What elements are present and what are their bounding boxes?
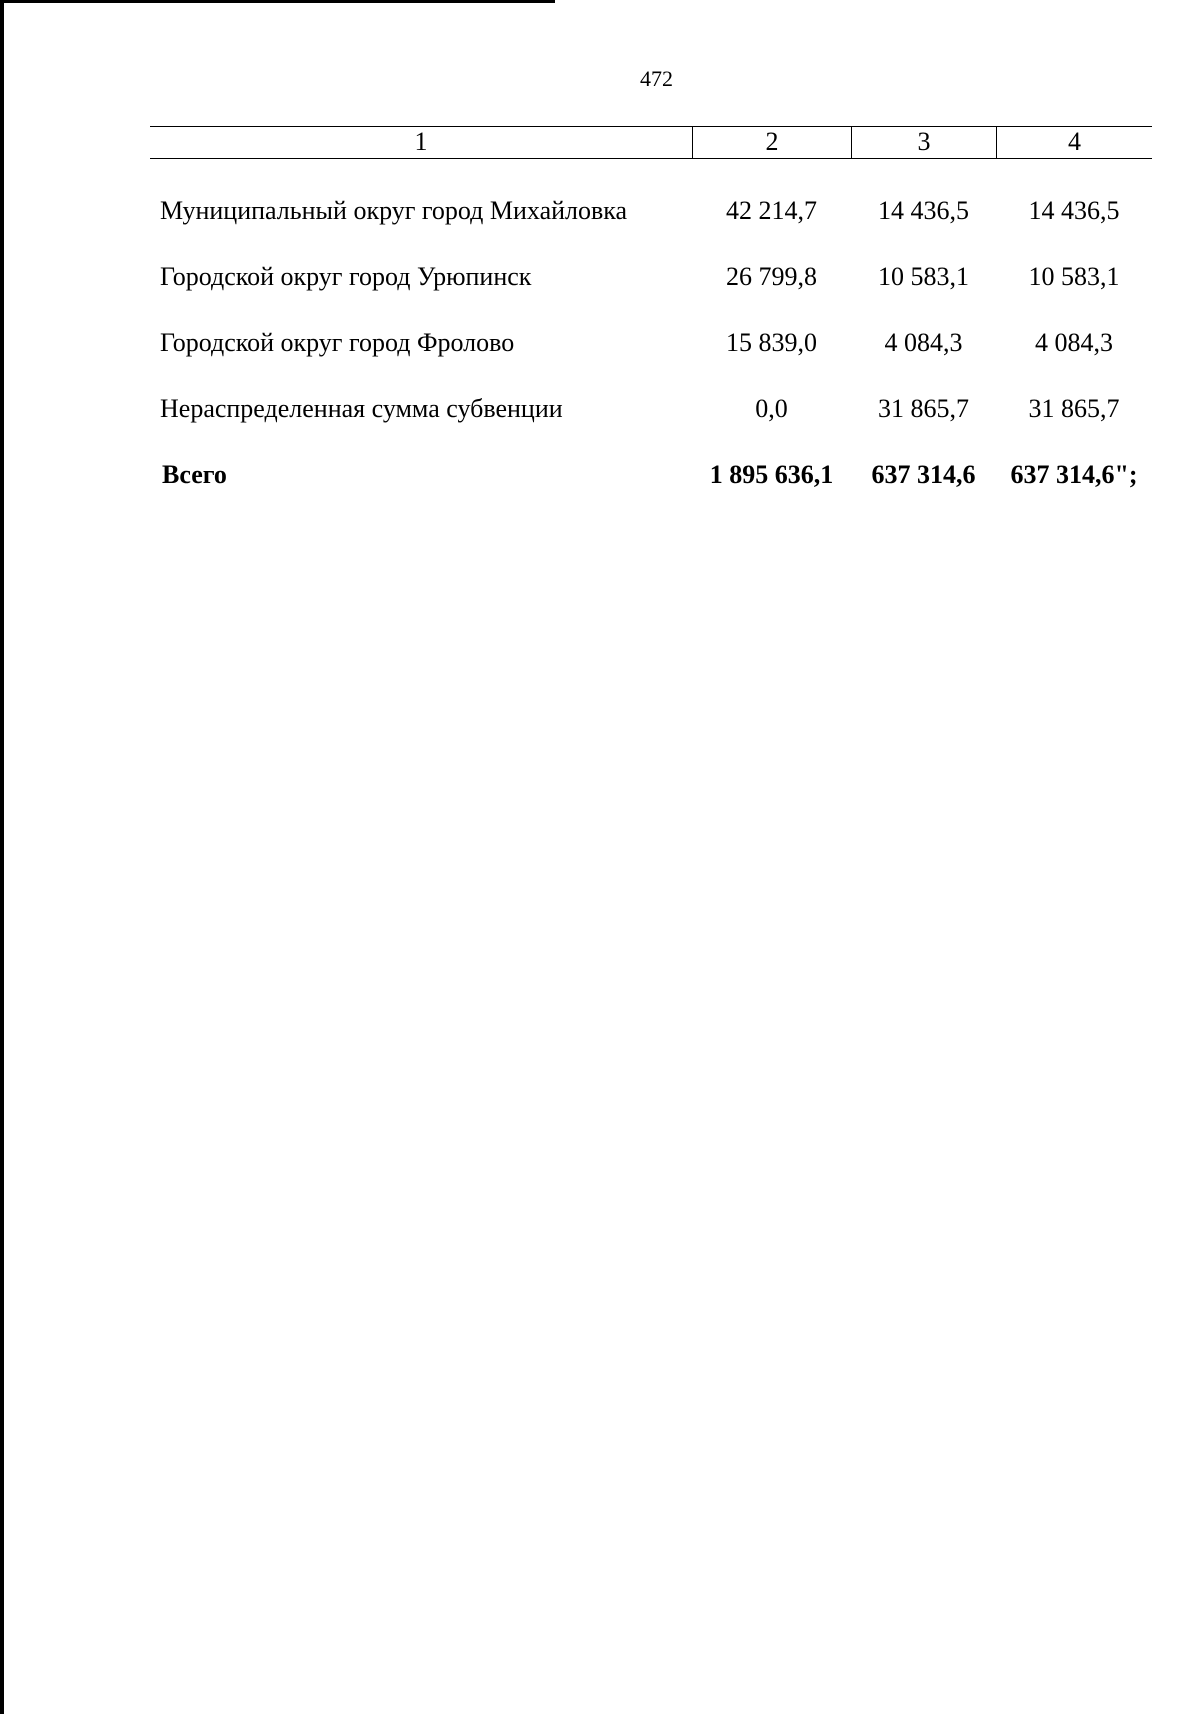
total-value-col3: 637 314,6	[871, 460, 976, 489]
table-row	[150, 257, 1152, 297]
column-number-4: 4	[996, 127, 1152, 158]
table-total-row	[150, 455, 1152, 495]
scan-left-edge	[0, 0, 4, 1714]
row-value-col3: 4 084,3	[884, 328, 963, 357]
row-name: Нераспределенная сумма субвенции	[160, 394, 563, 423]
row-value-col2: 15 839,0	[726, 328, 817, 357]
row-value-col3: 31 865,7	[878, 394, 969, 423]
column-number-2: 2	[692, 127, 851, 158]
row-value-col4: 10 583,1	[1028, 262, 1120, 291]
row-value-col2: 42 214,7	[726, 196, 817, 225]
row-value-col4: 14 436,5	[1028, 196, 1120, 225]
page-number: 472	[640, 66, 673, 91]
table-row	[150, 191, 1152, 231]
total-label: Всего	[162, 460, 227, 489]
row-value-col2: 26 799,8	[726, 262, 817, 291]
table-row	[150, 389, 1152, 429]
table-row	[150, 323, 1152, 363]
row-value-col4: 4 084,3	[1035, 328, 1113, 357]
total-value-col4: 637 314,6";	[1010, 460, 1138, 489]
row-name: Муниципальный округ город Михайловка	[160, 196, 628, 225]
row-name: Городской округ город Урюпинск	[160, 262, 532, 291]
column-number-3: 3	[851, 127, 996, 158]
scan-top-edge	[0, 0, 555, 3]
row-name: Городской округ город Фролово	[160, 328, 515, 357]
row-value-col3: 10 583,1	[878, 262, 969, 291]
row-value-col3: 14 436,5	[878, 196, 969, 225]
table-header-row	[150, 126, 1152, 159]
column-number-1: 1	[414, 127, 428, 156]
row-value-col2: 0,0	[755, 394, 788, 423]
total-value-col2: 1 895 636,1	[709, 460, 834, 489]
row-value-col4: 31 865,7	[1028, 394, 1120, 423]
